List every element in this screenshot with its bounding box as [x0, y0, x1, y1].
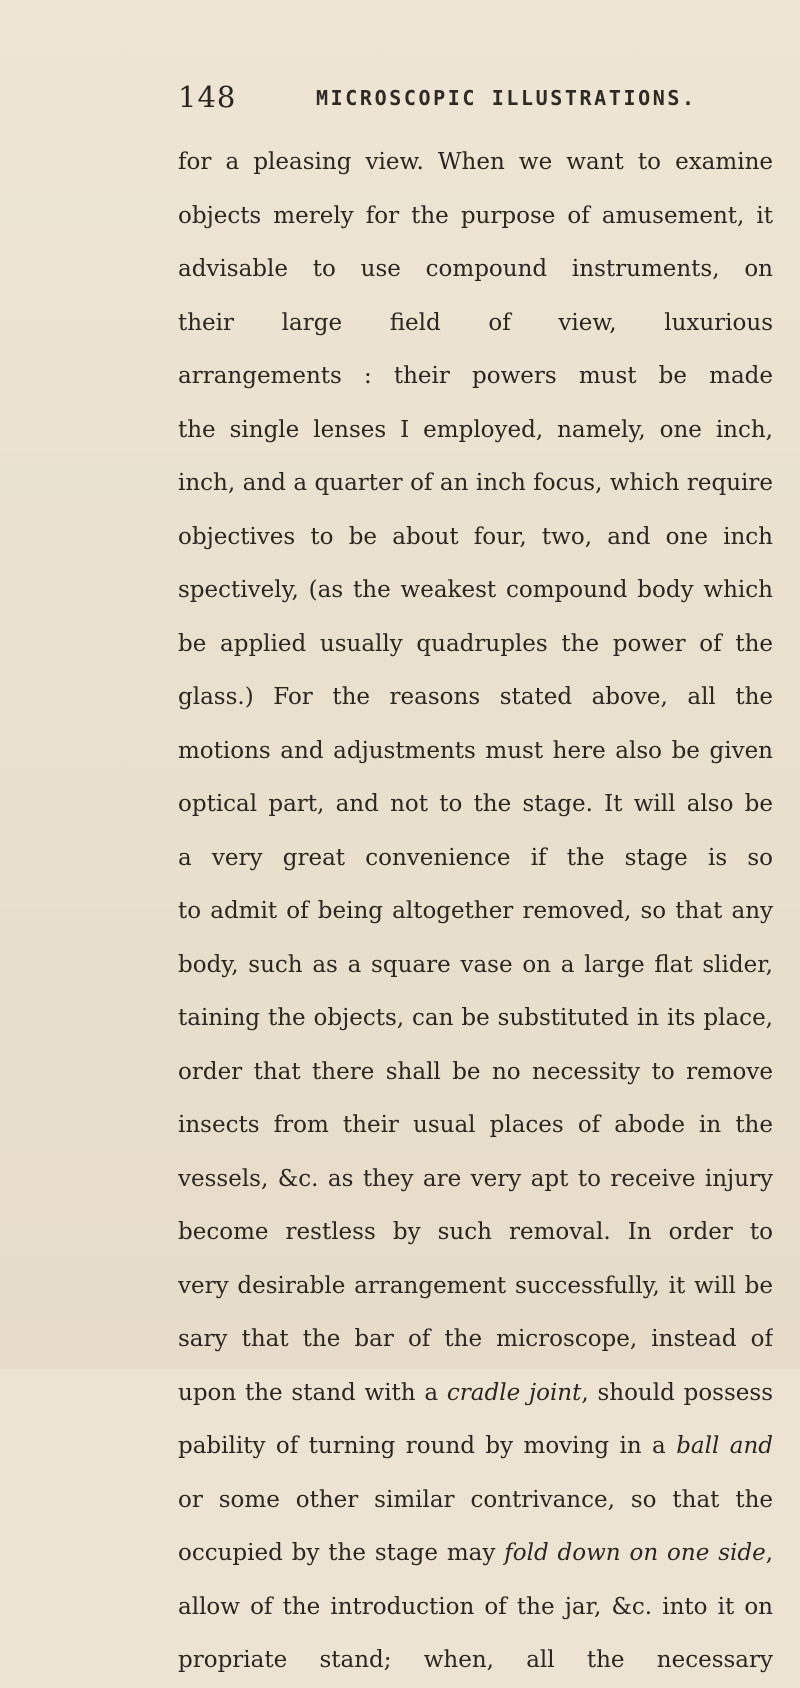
text-line: a very great convenience if the stage is so	[178, 844, 773, 871]
text-line: optical part, and not to the stage. It will also be	[178, 791, 773, 817]
text-line: be applied usually quadruples the power of the	[178, 630, 773, 657]
text-line: spectively, (as the weakest compound body which	[178, 577, 773, 603]
text-line: advisable to use compound instruments, on	[178, 256, 773, 282]
text-line: vessels, &c. as they are very apt to receive injury	[178, 1165, 773, 1192]
text-line: body, such as a square vase on a large flat slider,	[178, 951, 773, 978]
text-line: occupied by the stage may fold down on one side,	[178, 1540, 773, 1566]
text-line: inch, and a quarter of an inch focus, which require	[178, 470, 773, 496]
text-line: propriate stand; when, all the necessary	[178, 1647, 773, 1673]
text-line: glass.) For the reasons stated above, all the	[178, 684, 773, 710]
italic-term: ball and	[676, 1433, 773, 1459]
page-number: 148	[178, 80, 237, 114]
text-line: the single lenses I employed, namely, one inch,	[178, 416, 773, 443]
text-line: upon the stand with a cradle joint, should possess	[178, 1379, 773, 1406]
text-line: become restless by such removal. In order to	[178, 1219, 773, 1245]
text-line: insects from their usual places of abode in the	[178, 1112, 773, 1138]
text-line: pability of turning round by moving in a ball and	[178, 1420, 773, 1474]
text-line: or some other similar contrivance, so that the	[178, 1486, 773, 1513]
italic-term: cradle joint	[446, 1379, 582, 1406]
text-line: their large field of view, luxurious	[178, 309, 773, 336]
running-title: MICROSCOPIC ILLUSTRATIONS.	[316, 86, 697, 110]
text-line: motions and adjustments must here also be given	[178, 737, 773, 764]
text-line: taining the objects, can be substituted in its place,	[178, 1005, 773, 1031]
running-head	[178, 80, 768, 120]
text-line: very desirable arrangement successfully, it will be	[178, 1272, 773, 1299]
italic-term: fold down on one side	[504, 1540, 766, 1566]
text-line: for a pleasing view. When we want to examine	[178, 149, 773, 175]
body-text	[178, 136, 773, 1688]
text-line: order that there shall be no necessity to remove	[178, 1058, 773, 1085]
text-line: objectives to be about four, two, and one inch	[178, 523, 773, 550]
text-line: to admit of being altogether removed, so that any	[178, 898, 773, 924]
text-line: allow of the introduction of the jar, &c. into it on	[178, 1593, 773, 1620]
text-line: sary that the bar of the microscope, instead of	[178, 1326, 773, 1352]
text-line: arrangements : their powers must be made	[178, 363, 773, 389]
text-line: objects merely for the purpose of amusement, it	[178, 202, 773, 229]
